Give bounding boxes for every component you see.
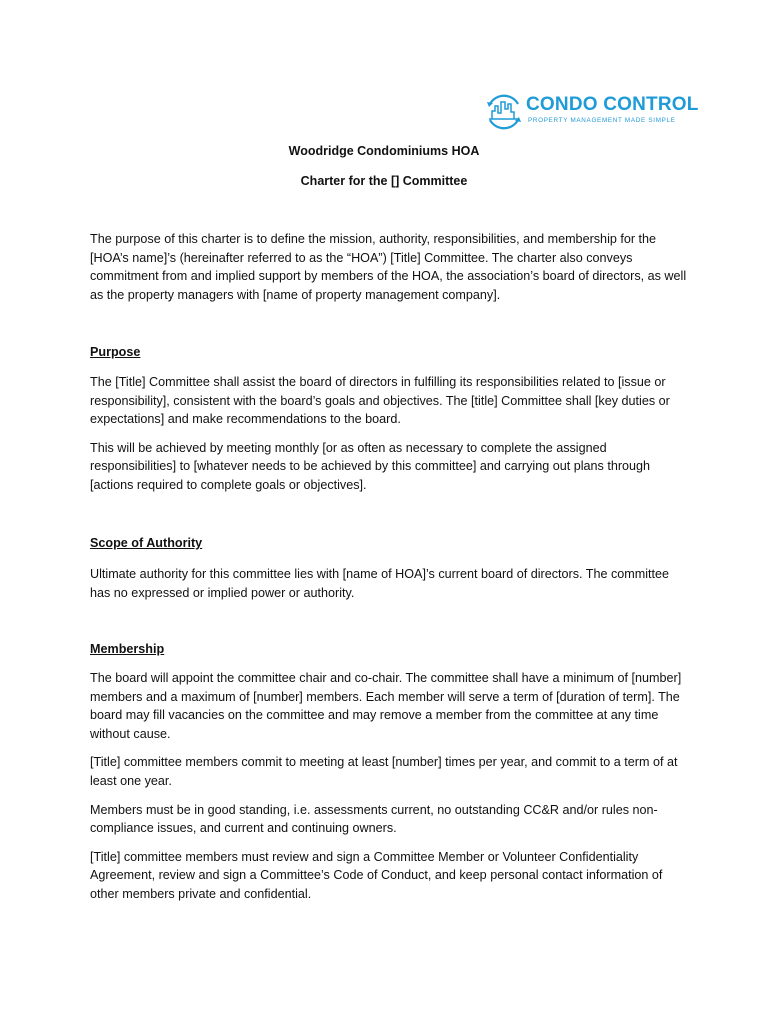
membership-section: [90, 669, 690, 914]
intro-paragraph: [90, 230, 690, 314]
membership-heading: Membership: [90, 642, 165, 656]
logo-name: CONDO CONTROL: [526, 94, 699, 115]
city-skyline-logo-icon: [484, 92, 524, 132]
purpose-paragraph: The [Title] Committee shall assist the board of directors in fulfilling its responsibilities related to [issue or responsibility], consistent with the board’s goals and objectives. The [title] Committee shall [key duties or expectations] and make recommendations to the board.: [90, 375, 670, 427]
condo-control-logo: [484, 92, 699, 132]
membership-paragraph: The board will appoint the committee chair and co-chair. The committee shall have a minimum of [number] members and a maximum of [number] members. Each member will serve a term of [duration of term]. The board may fill vacancies on the committee and may remove a member from the committee at any time without cause.: [90, 671, 682, 741]
purpose-heading: Purpose: [90, 345, 141, 359]
charter-title: Charter for the [] Committee: [300, 174, 468, 188]
intro-text: The purpose of this charter is to define the mission, authority, responsibilities, and membership for the [HOA’s name]’s (hereinafter referred to as the “HOA”) [Title] Committee. The charter also conveys commitment from and implied support by members of the HOA, the association’s board of directors, as well as the property managers with [name of property management company].: [90, 232, 687, 302]
logo-tagline: PROPERTY MANAGEMENT MADE SIMPLE: [528, 117, 676, 124]
membership-paragraph: [Title] committee members commit to meeting at least [number] times per year, and commit to a term of at least one year.: [90, 755, 678, 788]
organization-title: Woodridge Condominiums HOA: [288, 144, 480, 158]
scope-heading: Scope of Authority: [90, 536, 203, 550]
membership-paragraph: Members must be in good standing, i.e. assessments current, no outstanding CC&R and/or rules non-compliance issues, and current and continuing owners.: [90, 802, 658, 836]
scope-paragraph: Ultimate authority for this committee lies with [name of HOA]’s current board of directors. The committee has no expressed or implied power or authority.: [90, 567, 670, 600]
purpose-section: [90, 373, 690, 505]
purpose-paragraph: This will be achieved by meeting monthly [or as often as necessary to complete the assigned responsibilities] to [whatever needs to be achieved by this committee] and carrying out plans through [actions required to complete goals or objectives].: [90, 440, 651, 492]
membership-paragraph: [Title] committee members must review and sign a Committee Member or Volunteer Confidentiality Agreement, review and sign a Committee’s Code of Conduct, and keep personal contact information of other members private and confidential.: [90, 849, 663, 901]
scope-section: [90, 565, 690, 612]
